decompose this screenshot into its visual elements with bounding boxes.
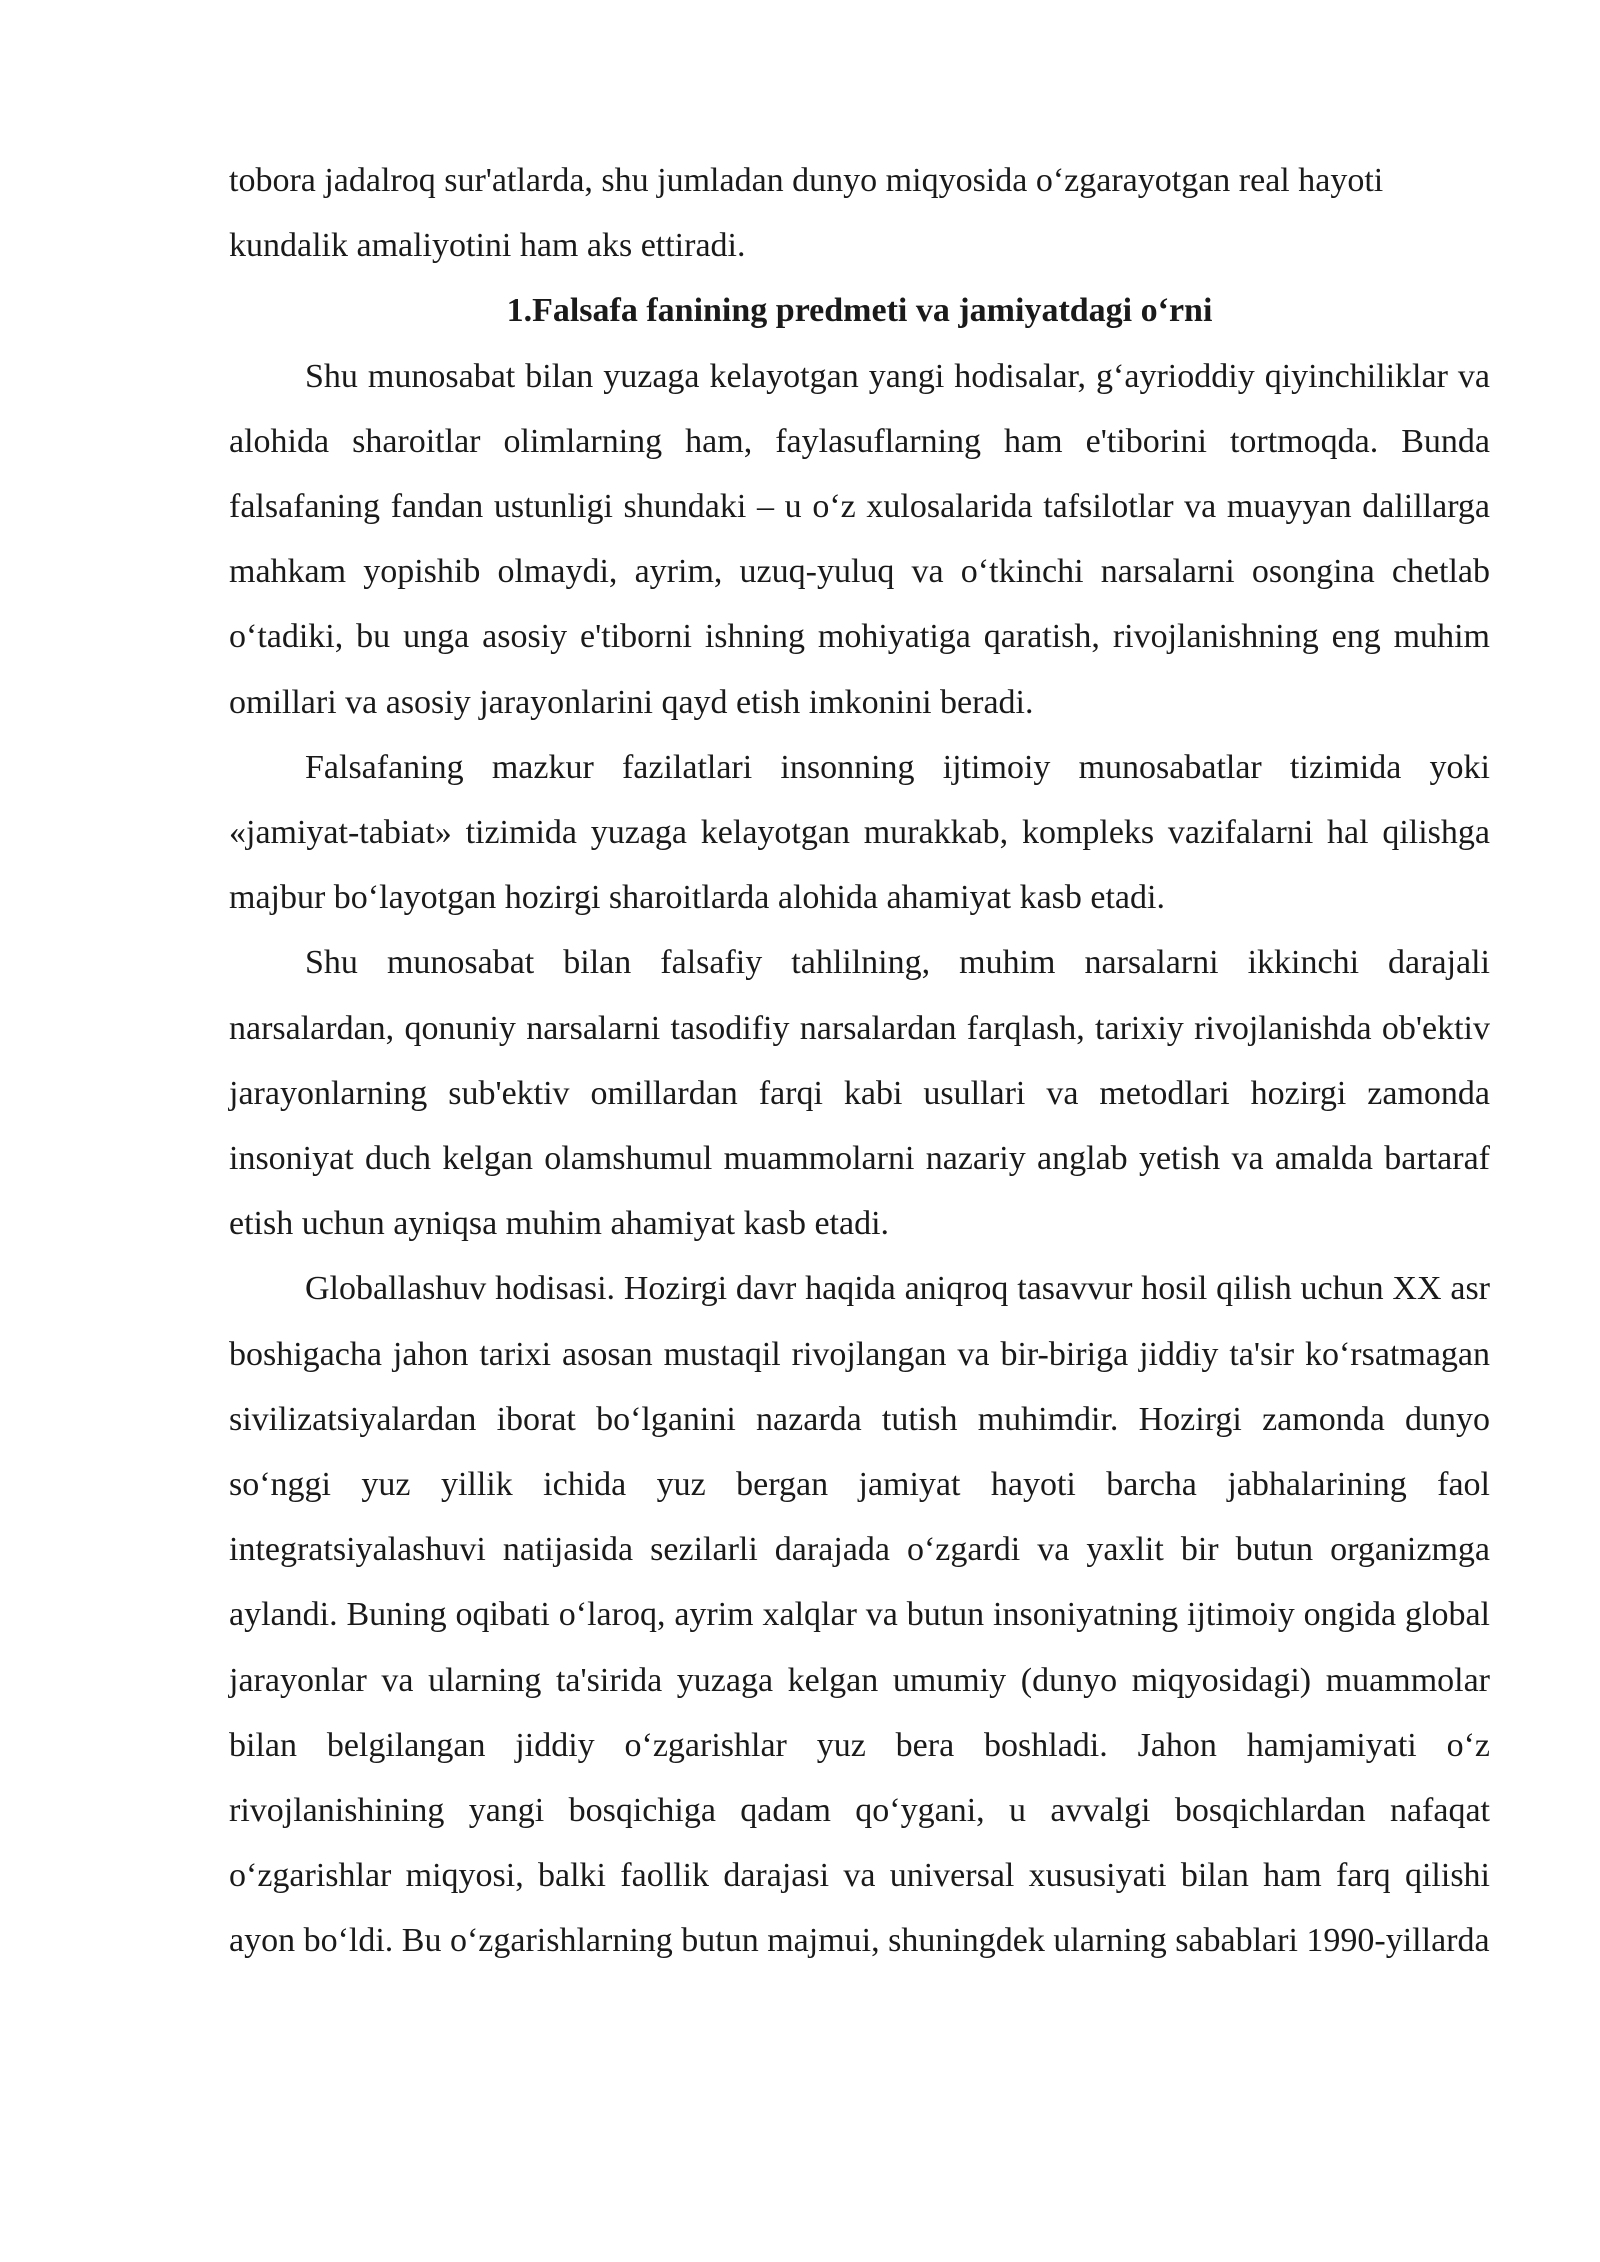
paragraph-3: Shu munosabat bilan falsafiy tahlilning, muhim narsalarni ikkinchi darajali narsalardan, qonuniy narsalarni tasodifiy narsalardan farqlash, tarixiy rivojlanishda ob'ektiv jarayonlarning sub'ektiv omillardan farqi kabi usullari va metodlari hozirgi zamonda insoniyat duch kelgan olamshumul muammolarni nazariy anglab yetish va amalda bartaraf etish uchun ayniqsa muhim ahamiyat kasb etadi. [229,944,1490,1243]
paragraph-1: Shu munosabat bilan yuzaga kelayotgan yangi hodisalar, g‘ayrioddiy qiyinchiliklar va alohida sharoitlar olimlarning ham, faylasuflarning ham e'tiborini tortmoqda. Bunda falsafaning fandan ustunligi shundaki – u o‘z xulosalarida tafsilotlar va muayyan dalillarga mahkam yopishib olmaydi, ayrim, uzuq-yuluq va o‘tkinchi narsalarni osongina chetlab o‘tadiki, bu unga asosiy e'tiborni ishning mohiyatiga qaratish, rivojlanishning eng muhim omillari va asosiy jarayonlarini qayd etish imkonini beradi. [229,357,1490,721]
paragraph-2: Falsafaning mazkur fazilatlari insonning ijtimoiy munosabatlar tizimida yoki «jamiyat-tabiat» tizimida yuzaga kelayotgan murakkab, kompleks vazifalarni hal qilishga majbur bo‘layotgan hozirgi sharoitlarda alohida ahamiyat kasb etadi. [229,748,1490,917]
section-heading: 1.Falsafa fanining predmeti va jamiyatdagi o‘rni [506,292,1213,330]
paragraph-4: Globallashuv hodisasi. Hozirgi davr haqida aniqroq tasavvur hosil qilish uchun XX asr boshigacha jahon tarixi asosan mustaqil rivojlangan va bir-biriga jiddiy ta'sir ko‘rsatmagan sivilizatsiyalardan iborat bo‘lganini nazarda tutish muhimdir. Hozirgi zamonda dunyo so‘nggi yuz yillik ichida yuz bergan jamiyat hayoti barcha jabhalarining faol integratsiyalashuvi natijasida sezilarli darajada o‘zgardi va yaxlit bir butun organizmga aylandi. Buning oqibati o‘laroq, ayrim xalqlar va butun insoniyatning ijtimoiy ongida global jarayonlar va ularning ta'sirida yuzaga kelgan umumiy (dunyo miqyosidagi) muammolar bilan belgilangan jiddiy o‘zgarishlar yuz bera boshladi. Jahon hamjamiyati o‘z rivojlanishining yangi bosqichiga qadam qo‘ygani, u avvalgi bosqichlardan nafaqat o‘zgarishlar miqyosi, balki faollik darajasi va universal xususiyati bilan ham farq qilishi ayon bo‘ldi. Bu o‘zgarishlarning butun majmui, shuningdek ularning sabablari 1990-yillarda [229,1270,1490,1960]
document-body [229,148,1490,1974]
continuation-paragraph: tobora jadalroq sur'atlarda, shu jumladan dunyo miqyosida o‘zgarayotgan real hayoti kundalik amaliyotini ham aks ettiradi. [229,162,1384,265]
